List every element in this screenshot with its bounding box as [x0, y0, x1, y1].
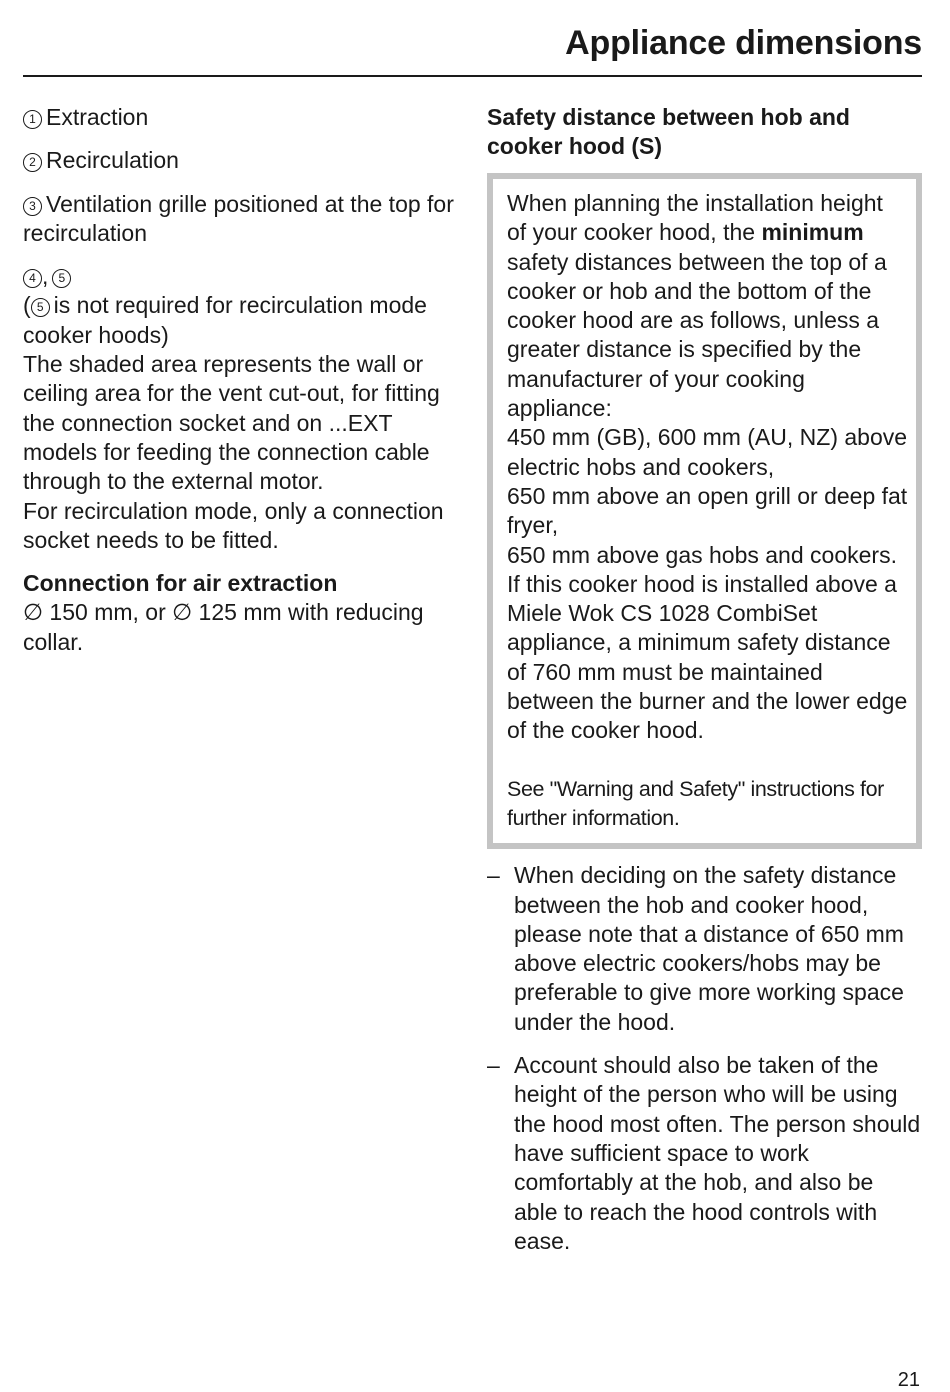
recirculation-socket-text: For recirculation mode, only a connection socket needs to be fitted.	[23, 497, 444, 553]
connection-text: ∅ 150 mm, or ∅ 125 mm with reducing collar.	[23, 599, 424, 655]
connection-section	[23, 569, 463, 657]
safety-line-gas: 650 mm above gas hobs and cookers.	[507, 541, 897, 568]
recirculation-note	[23, 291, 463, 350]
legend-item-text: Ventilation grille positioned at the top for recirculation	[23, 190, 454, 246]
bullet-dash: –	[487, 1052, 500, 1079]
left-column	[23, 103, 463, 671]
safety-intro	[507, 189, 908, 423]
connection-heading: Connection for air extraction	[23, 570, 338, 597]
circled-number-2: 2	[23, 153, 42, 172]
legend-numbers-line	[23, 262, 463, 291]
right-column	[487, 103, 922, 1270]
circled-number-1: 1	[23, 110, 42, 129]
number-separator: ,	[42, 263, 49, 290]
safety-line-grill: 650 mm above an open grill or deep fat fryer,	[507, 482, 908, 539]
legend-item-text: Extraction	[46, 104, 149, 130]
note-text: is not required for recirculation mode cooker hoods)	[23, 292, 427, 348]
circled-number-4: 4	[23, 269, 42, 288]
bullet-item-person-height	[487, 1051, 922, 1256]
bullet-dash: –	[487, 862, 500, 889]
safety-line-electric: 450 mm (GB), 600 mm (AU, NZ) above electric hobs and cookers,	[507, 424, 908, 480]
note-open-paren: (	[23, 292, 31, 319]
legend-item-text: Recirculation	[46, 147, 179, 174]
legend-item-ventilation-grille	[23, 190, 463, 249]
safety-box-note: See "Warning and Safety" instructions for further information.	[507, 776, 884, 830]
legend-item-extraction	[23, 103, 463, 132]
shaded-area-description: The shaded area represents the wall or ceiling area for the vent cut-out, for fitting the connection socket and on ...EXT models for feeding the connection cable through to the external motor.	[23, 351, 440, 495]
safety-intro-after: safety distances between the top of a cooker or hob and the bottom of the cooker hood are as follows, unless a greater distance is specified by the manufacturer of your cooking appliance:	[507, 248, 887, 422]
page-number: 21	[897, 1369, 920, 1391]
circled-number-5-note: 5	[31, 298, 50, 317]
safety-line-wok: If this cooker hood is installed above a Miele Wok CS 1028 CombiSet appliance, a minimum safety distance of 760 mm must be maintained between the burner and the lower edge of the cooker hood.	[507, 570, 908, 744]
circled-number-3: 3	[23, 197, 42, 216]
safety-distance-box	[487, 173, 922, 849]
bullet-text: Account should also be taken of the height of the person who will be using the hood most often. The person should have sufficient space to work comfortably at the hob, and also be able to reach the hood controls with ease.	[514, 1052, 921, 1254]
legend-item-recirculation	[23, 146, 463, 175]
safety-intro-before: When planning the installation height of your cooker hood, the	[507, 190, 883, 246]
safety-distance-heading: Safety distance between hob and cooker hood (S)	[487, 104, 850, 159]
bullet-text: When deciding on the safety distance between the hob and cooker hood, please note that a distance of 650 mm above electric cookers/hobs may be preferable to give more working space under the hood.	[514, 862, 904, 1035]
page-title: Appliance dimensions	[565, 24, 922, 62]
bullet-item-working-space	[487, 861, 922, 1037]
circled-number-5: 5	[52, 269, 71, 288]
legend-item-shaded-area	[23, 262, 463, 555]
title-divider	[23, 75, 922, 77]
safety-intro-bold: minimum	[761, 219, 864, 246]
